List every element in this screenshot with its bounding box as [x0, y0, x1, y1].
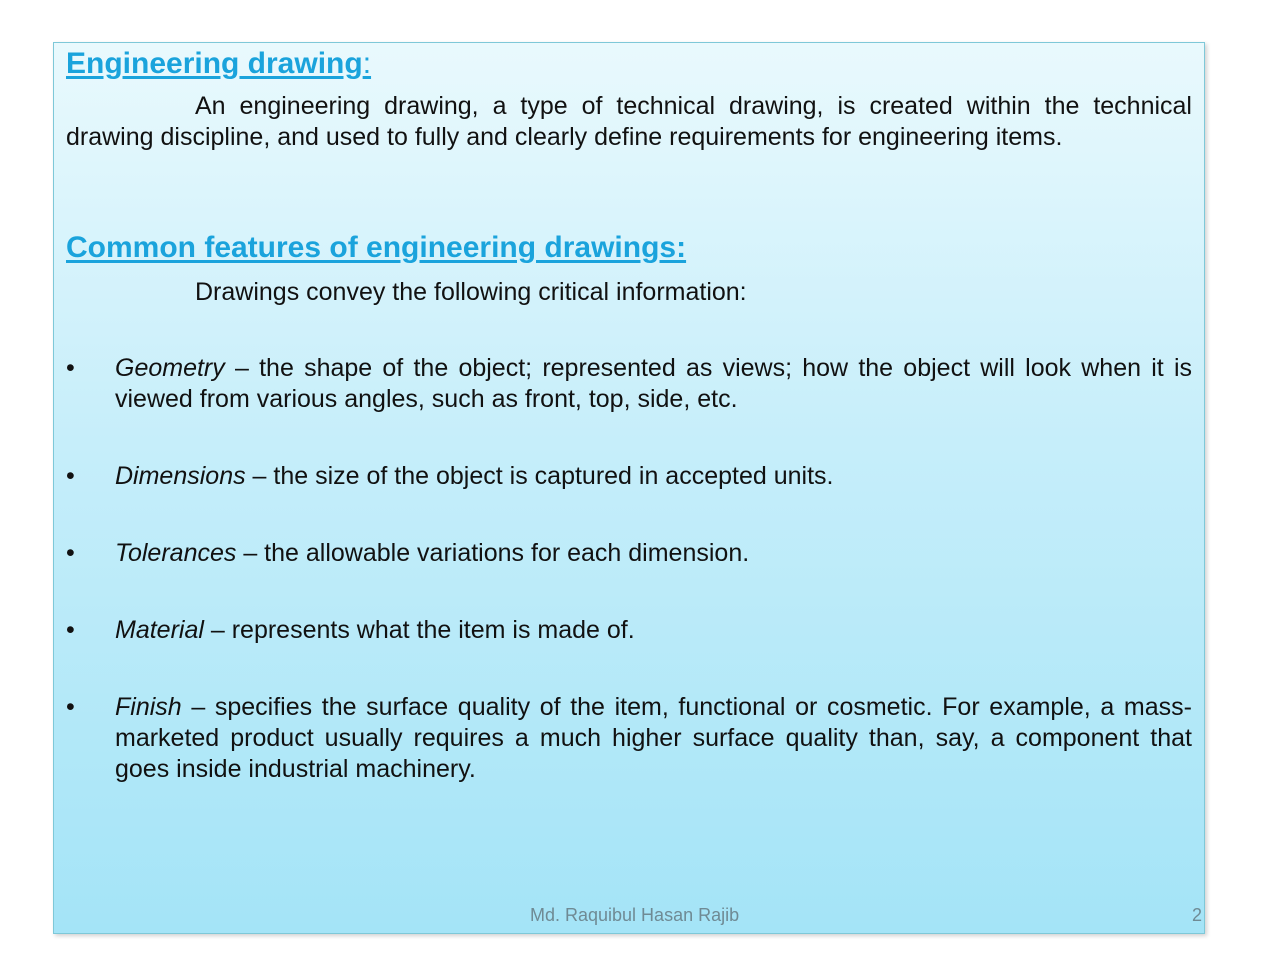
section-heading-engineering-drawing	[66, 47, 371, 81]
list-item-finish	[66, 692, 1192, 785]
list-item-text: – represents what the item is made of.	[203, 616, 635, 644]
bullet-icon: •	[66, 616, 75, 644]
list-item-geometry	[66, 353, 1192, 415]
bullet-icon: •	[66, 462, 75, 490]
list-item-term: Tolerances	[115, 539, 237, 567]
heading-text: Engineering drawing	[66, 47, 363, 80]
features-list	[66, 353, 1192, 831]
list-item-text: – the shape of the object; represented as views; how the object will look when it is viewed from various angles, such as front, top, side, etc.	[115, 354, 1192, 413]
list-item-material	[66, 615, 1192, 646]
engineering-drawing-definition: An engineering drawing, a type of technical drawing, is created within the technical drawing discipline, and used to fully and clearly define requirements for engineering items.	[66, 92, 1192, 151]
section-heading-common-features: Common features of engineering drawings:	[66, 231, 687, 264]
common-features-intro: Drawings convey the following critical information:	[195, 278, 747, 306]
heading-colon: :	[362, 47, 372, 80]
list-item-text: – the allowable variations for each dimension.	[236, 539, 750, 567]
list-item-dimensions	[66, 461, 1192, 492]
list-item-term: Finish	[115, 693, 182, 721]
bullet-icon: •	[66, 693, 75, 721]
page-number: 2	[1191, 905, 1202, 925]
list-item-text: – specifies the surface quality of the item, functional or cosmetic. For example, a mass-marketed product usually requires a much higher surface quality than, say, a component that goes inside industrial machinery.	[115, 693, 1192, 783]
list-item-term: Dimensions	[115, 462, 246, 490]
list-item-term: Material	[115, 616, 204, 644]
footer-author: Md. Raquibul Hasan Rajib	[530, 905, 740, 925]
list-item-text: – the size of the object is captured in accepted units.	[245, 462, 834, 490]
bullet-icon: •	[66, 354, 75, 382]
slide	[53, 42, 1205, 934]
bullet-icon: •	[66, 539, 75, 567]
list-item-tolerances	[66, 538, 1192, 569]
list-item-term: Geometry	[115, 354, 225, 382]
